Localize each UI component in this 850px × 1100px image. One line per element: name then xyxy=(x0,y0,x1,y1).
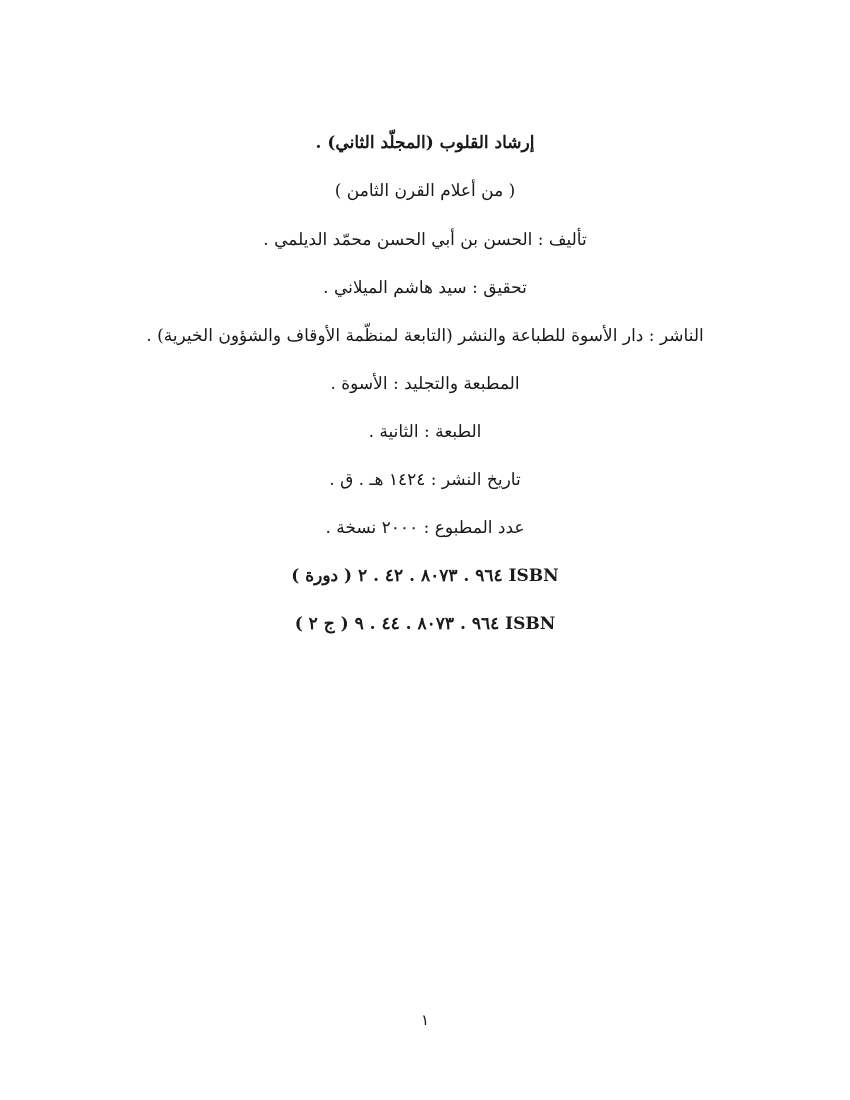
isbn-set-line: ISBN ٩٦٤ . ٨٠٧٣ . ٤٢ . ٢ ( دورة ) xyxy=(291,566,559,586)
printing-binding-line: المطبعة والتجليد : الأسوة . xyxy=(330,374,520,394)
editor-line: تحقيق : سيد هاشم الميلاني . xyxy=(323,278,527,298)
publication-date-line: تاريخ النشر : ١٤٢٤ هـ . ق . xyxy=(329,470,521,490)
century-note: ( من أعلام القرن الثامن ) xyxy=(334,181,516,201)
print-run-line: عدد المطبوع : ٢٠٠٠ نسخة . xyxy=(325,518,525,538)
book-title: إرشاد القلوب (المجلّد الثاني) . xyxy=(315,133,535,153)
page-number: ١ xyxy=(420,1011,430,1029)
author-line: تأليف : الحسن بن أبي الحسن محمّد الديلمي . xyxy=(263,230,587,250)
publisher-line: الناشر : دار الأسوة للطباعة والنشر (التابعة لمنظّمة الأوقاف والشؤون الخيرية) . xyxy=(146,326,704,346)
edition-line: الطبعة : الثانية . xyxy=(368,422,482,442)
isbn-volume-line: ISBN ٩٦٤ . ٨٠٧٣ . ٤٤ . ٩ ( ج ٢ ) xyxy=(294,614,556,634)
